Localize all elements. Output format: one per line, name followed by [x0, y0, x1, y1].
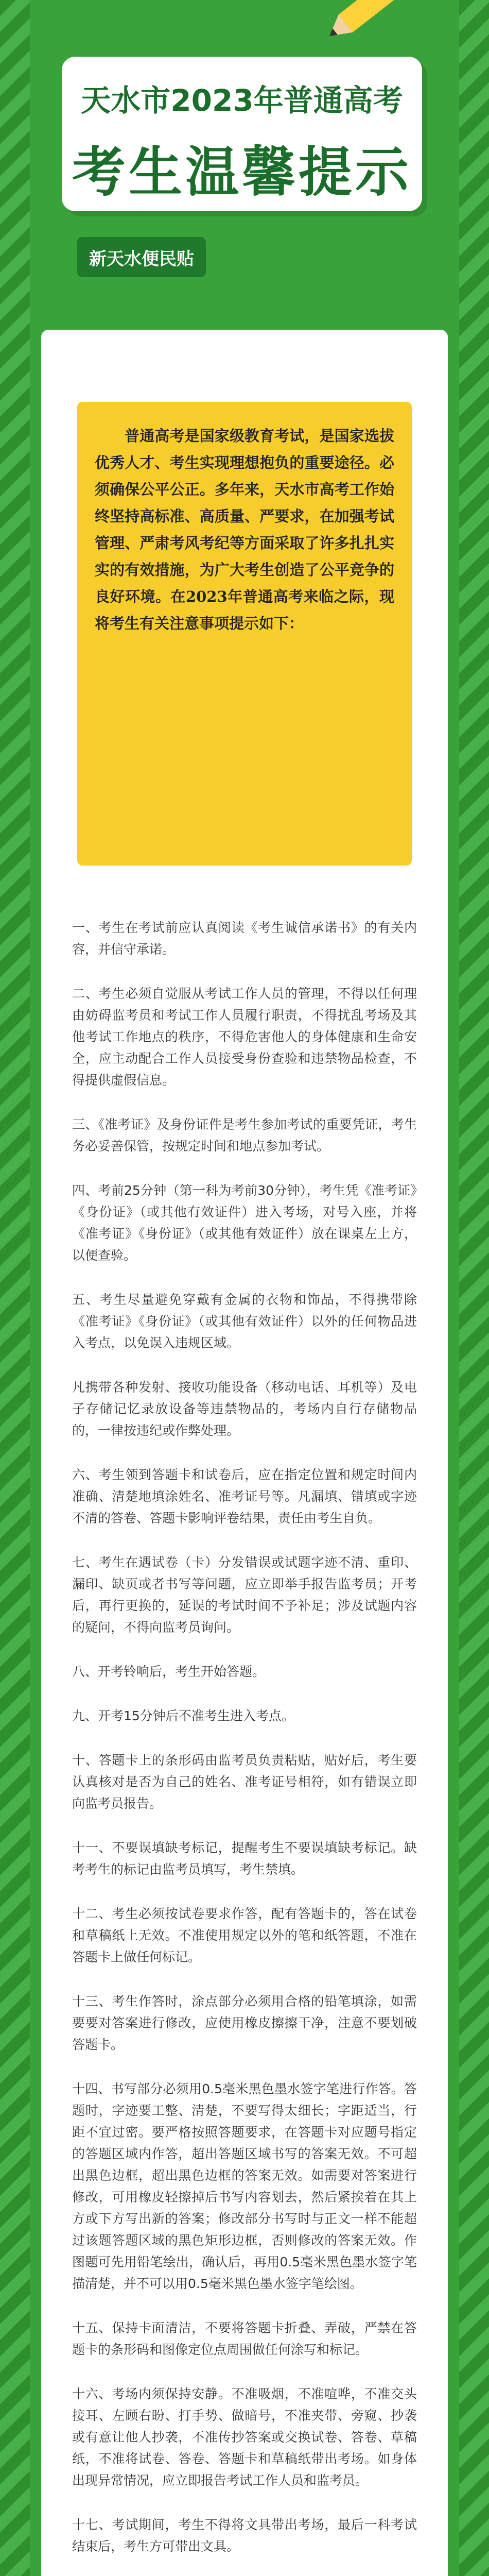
header [41, 21, 448, 309]
page-title: 考生温馨提示 [72, 141, 412, 204]
notice-item: 九、开考15分钟后不准考生进入考点。 [72, 1708, 294, 1723]
notice-item: 四、考前25分钟（第一科为考前30分钟），考生凭《准考证》《身份证》（或其他有效证件）进入考场，对号入座，并将《准考证》《身份证》（或其他有效证件）放在课桌左上方，以便查验。 [72, 1183, 417, 1263]
notice-item: 十五、保持卡面清洁，不要将答题卡折叠、弄破，严禁在答题卡的条形码和图像定位点周围做任何涂写和标记。 [72, 2320, 417, 2357]
notice-item: 二、考生必须自觉服从考试工作人员的管理，不得以任何理由妨碍监考员和考试工作人员履行职责，不得扰乱考场及其他考试工作地点的秩序，不得危害他人的身体健康和生命安全，应主动配合工作人员接受身份查验和违禁物品检查，不得提供虚假信息。 [72, 986, 417, 1088]
left-stripe-decoration [0, 0, 30, 2576]
notice-item: 十七、考试期间，考生不得将文具带出考场，最后一科考试结束后，考生方可带出文具。 [72, 2517, 417, 2554]
notice-item: 三、《准考证》及身份证件是考生参加考试的重要凭证，考生务必妥善保管，按规定时间和地点参加考试。 [72, 1117, 417, 1154]
notice-item: 十一、不要误填缺考标记，提醒考生不要误填缺考标记。缺考考生的标记由监考员填写，考生禁填。 [72, 1840, 417, 1877]
notice-item: 六、考生领到答题卡和试卷后，应在指定位置和规定时间内准确、清楚地填涂姓名、准考证号等。凡漏填、错填或字迹不清的答卷、答题卡影响评卷结果，责任由考生自负。 [72, 1467, 417, 1526]
notice-item: 凡携带各种发射、接收功能设备（移动电话、耳机等）及电子存储记忆录放设备等违禁物品的，考场内自行存储物品的，一律按违纪或作弊处理。 [72, 1380, 417, 1438]
intro-box [77, 402, 412, 866]
right-stripe-decoration [459, 0, 489, 2576]
notice-item: 十四、书写部分必须用0.5毫米黑色墨水签字笔进行作答。答题时，字迹要工整、清楚，不要写得太细长；字距适当，行距不宜过密。要严格按照答题要求，在答题卡对应题号指定的答题区域内作答，超出答题区域书写的答案无效。不可超出黑色边框，超出黑色边框的答案无效。如需要对答案进行修改，可用橡皮轻擦掉后书写内容划去，然后紧挨着在其上方或下方写出新的答案；修改部分书写时与正文一样不能超过该题答题区域的黑色矩形边框，否则修改的答案无效。作图题可先用铅笔绘出，确认后，再用0.5毫米黑色墨水签字笔描清楚，并不可以用0.5毫米黑色墨水签字笔绘图。 [72, 2081, 417, 2291]
notice-item: 八、开考铃响后，考生开始答题。 [72, 1664, 266, 1679]
notice-list [72, 917, 417, 2576]
title-card [62, 57, 422, 211]
intro-text: 普通高考是国家级教育考试，是国家选拔优秀人才、考生实现理想抱负的重要途径。必须确保公平公正。多年来，天水市高考工作始终坚持高标准、高质量、严要求，在加强考试管理、严肃考风考纪等方面采取了许多扎扎实实的有效措施，为广大考生创造了公平竞争的良好环境。在2023年普通高考来临之际，现将考生有关注意事项提示如下： [95, 427, 394, 632]
notice-item: 十三、考生作答时，涂点部分必须用合格的铅笔填涂，如需要要对答案进行修改，应使用橡皮擦擦干净，注意不要划破答题卡。 [72, 1994, 417, 2052]
notice-item: 十、答题卡上的条形码由监考员负责粘贴，贴好后，考生要认真核对是否为自己的姓名、准考证号相符，如有错误立即向监考员报告。 [72, 1753, 417, 1811]
content-card [41, 330, 448, 2576]
pencil-icon [320, 0, 461, 48]
notice-item: 五、考生尽量避免穿戴有金属的衣物和饰品，不得携带除《准考证》《身份证》（或其他有效证件）以外的任何物品进入考点，以免误入违规区域。 [72, 1292, 417, 1350]
notice-item: 十二、考生必须按试卷要求作答，配有答题卡的，答在试卷和草稿纸上无效。不准使用规定以外的笔和纸答题，不准在答题卡上做任何标记。 [72, 1906, 417, 1964]
notice-item: 十六、考场内须保持安静。不准吸烟，不准喧哗，不准交头接耳、左顾右盼、打手势、做暗号，不准夹带、旁窥、抄袭或有意让他人抄袭，不准传抄答案或交换试卷、答卷、草稿纸，不准将试卷、答卷、答题卡和草稿纸带出考场。如身体出现异常情况，应立即报告考试工作人员和监考员。 [72, 2386, 417, 2488]
source-badge: 新天水便民贴 [77, 237, 206, 277]
notice-item: 一、考生在考试前应认真阅读《考生诚信承诺书》的有关内容，并信守承诺。 [72, 920, 417, 957]
notice-item: 七、考生在遇试卷（卡）分发错误或试题字迹不清、重印、漏印、缺页或者书写等问题，应立即举手报告监考员；开考后，再行更换的，延误的考试时间不予补足；涉及试题内容的疑问，不得向监考员询问。 [72, 1555, 417, 1635]
title-subheading: 天水市2023年普通高考 [81, 83, 403, 118]
